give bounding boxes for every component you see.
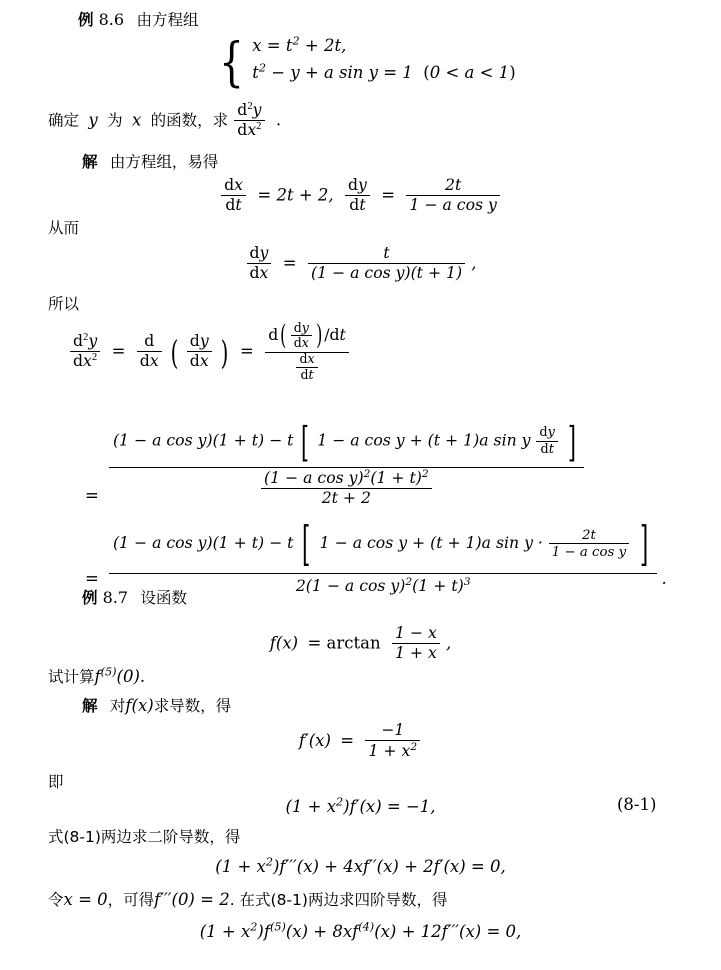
namely-text: 即 xyxy=(48,773,64,791)
equation-tag-8-1: (8-1) xyxy=(617,795,657,814)
ask-line: 试计算$f^{(5)}(0)$. xyxy=(48,665,146,686)
solution-2-lead-a: 对 xyxy=(109,697,126,715)
second-order-text: 式(8-1)两边求二阶导数，得 xyxy=(48,828,241,846)
thus-line xyxy=(48,216,79,238)
determine-line xyxy=(48,102,281,141)
step-1-inner-fraction: $\frac{(1 - a \cos y)^2(1 + t)^2}{2t + 2}$ xyxy=(109,468,584,509)
example-2-label: 例 xyxy=(82,589,98,607)
namely-line xyxy=(48,770,64,792)
determine-text-c: 的函数，求 xyxy=(150,111,229,130)
let-text-c: . 在式(8-1)两边求四阶导数，得 xyxy=(229,891,448,909)
ask-text-a: 试计算 xyxy=(48,668,95,686)
determine-period: . xyxy=(270,110,282,130)
step-1-numerator: (1 − a cos y)(1 + t) − t [ 1 − a cos y + (t + 1)a sin y $\frac{dy}{dt}$ ] xyxy=(109,418,584,468)
example-lead: 由方程组 xyxy=(136,11,199,29)
determine-var-y: y xyxy=(83,110,103,130)
second-order-line xyxy=(48,825,240,847)
equation-fx: f(x) = arctan $\frac{1 - x}{1 + x}$ , xyxy=(269,623,452,663)
ask-period: . xyxy=(139,667,146,686)
system-brace: { xyxy=(219,33,244,94)
let-text-a: 令 xyxy=(48,891,64,909)
equation-step-1: = (1 − a cos y)(1 + t) − t [ 1 − a cos y + (t + 1)a sin y $\frac{dy}{dt}$ ] $\frac{(1 - a \cos y)^2(1 + t)^2}{2t + 2}$ xyxy=(85,418,584,509)
system-row-2: $t^2 - y + a$ sin y = 1 (0 < a < 1) xyxy=(252,61,516,83)
example-2-lead: 设函数 xyxy=(140,589,187,607)
equation-dydx: $\frac{dy}{dx}$ = $\frac{t}{\text{(1 − a cos y)(t + 1)}}$ , xyxy=(0,245,721,284)
let-text-b: ，可得 xyxy=(107,891,155,909)
step-2-denominator: 2(1 − a $\cos y)^2(1 + t)^3$ xyxy=(295,575,471,596)
equation-dxdt: $\frac{dx}{dt}$ = 2t + 2, $\frac{dy}{dt}$ = $\frac{2t}{\text{1 − a cos y}}$ xyxy=(0,177,721,216)
therefore-text: 所以 xyxy=(48,295,80,313)
solution-2-lead-b: 求导数，得 xyxy=(153,697,232,715)
equation-f-prime: f′(x) = $\frac{-1}{1 + x^2}$ xyxy=(0,722,721,762)
determine-var-x: x xyxy=(126,110,147,130)
example-label: 例 xyxy=(78,11,94,29)
second-derivative-frac: $\frac{d^2y}{dx^2}$ xyxy=(234,101,264,140)
example-86-heading xyxy=(78,8,198,30)
equation-d2ydx2-expansion: $\frac{d^2y}{dx^2}$ = $\frac{d}{dx}$ ( $\frac{dy}{dx}$ ) = d( $\frac{dy}{dx}$ ) /dt $\frac{dx}{dt}$ xyxy=(68,322,351,383)
equation-second-order: $(1 + x^2)f'''(x) + 4xf''(x) + 2f'(x) = 0$, xyxy=(215,855,506,876)
solution-label: 解 xyxy=(82,153,98,171)
thus-text: 从而 xyxy=(48,219,80,237)
equation-fourth-order: $(1 + x^2)f^{(5)}(x) + 8xf^{(4)}(x) + 12f'''(x) = 0$, xyxy=(199,920,522,941)
system-row-1: $x = t^2 + 2t$, xyxy=(252,34,347,55)
let-x-zero-line: 令x = 0，可得f′′′(0) = 2. 在式(8-1)两边求四阶导数，得 xyxy=(48,890,448,909)
determine-text-b: 为 xyxy=(107,111,123,130)
therefore-line xyxy=(48,292,79,314)
example-number: 8.6 xyxy=(98,10,125,29)
solution-2-heading: 解 对f(x)求导数，得 xyxy=(82,696,232,715)
step-2-numerator: (1 − a cos y)(1 + t) − t [ 1 − a cos y + (t + 1)a sin y · $\frac{2t}{\text{1 − a cos y}}$ ] xyxy=(109,517,657,574)
determine-text-a: 确定 xyxy=(48,111,80,130)
equation-step-2: = (1 − a cos y)(1 + t) − t [ 1 − a cos y + (t + 1)a sin y · $\frac{2t}{\text{1 − a cos y}}$ ] 2(1 − a $\cos y)^2(1 + t)^3$ . xyxy=(85,517,667,596)
example-87-heading xyxy=(82,586,187,608)
equation-8-1: $(1 + x^2)f'(x) = -1$, xyxy=(285,795,436,816)
solution-1-heading xyxy=(82,150,218,172)
equation-system xyxy=(215,32,516,94)
solution-lead: 由方程组，易得 xyxy=(109,153,219,171)
solution-2-label: 解 xyxy=(82,697,98,715)
example-2-number: 8.7 xyxy=(102,588,129,607)
